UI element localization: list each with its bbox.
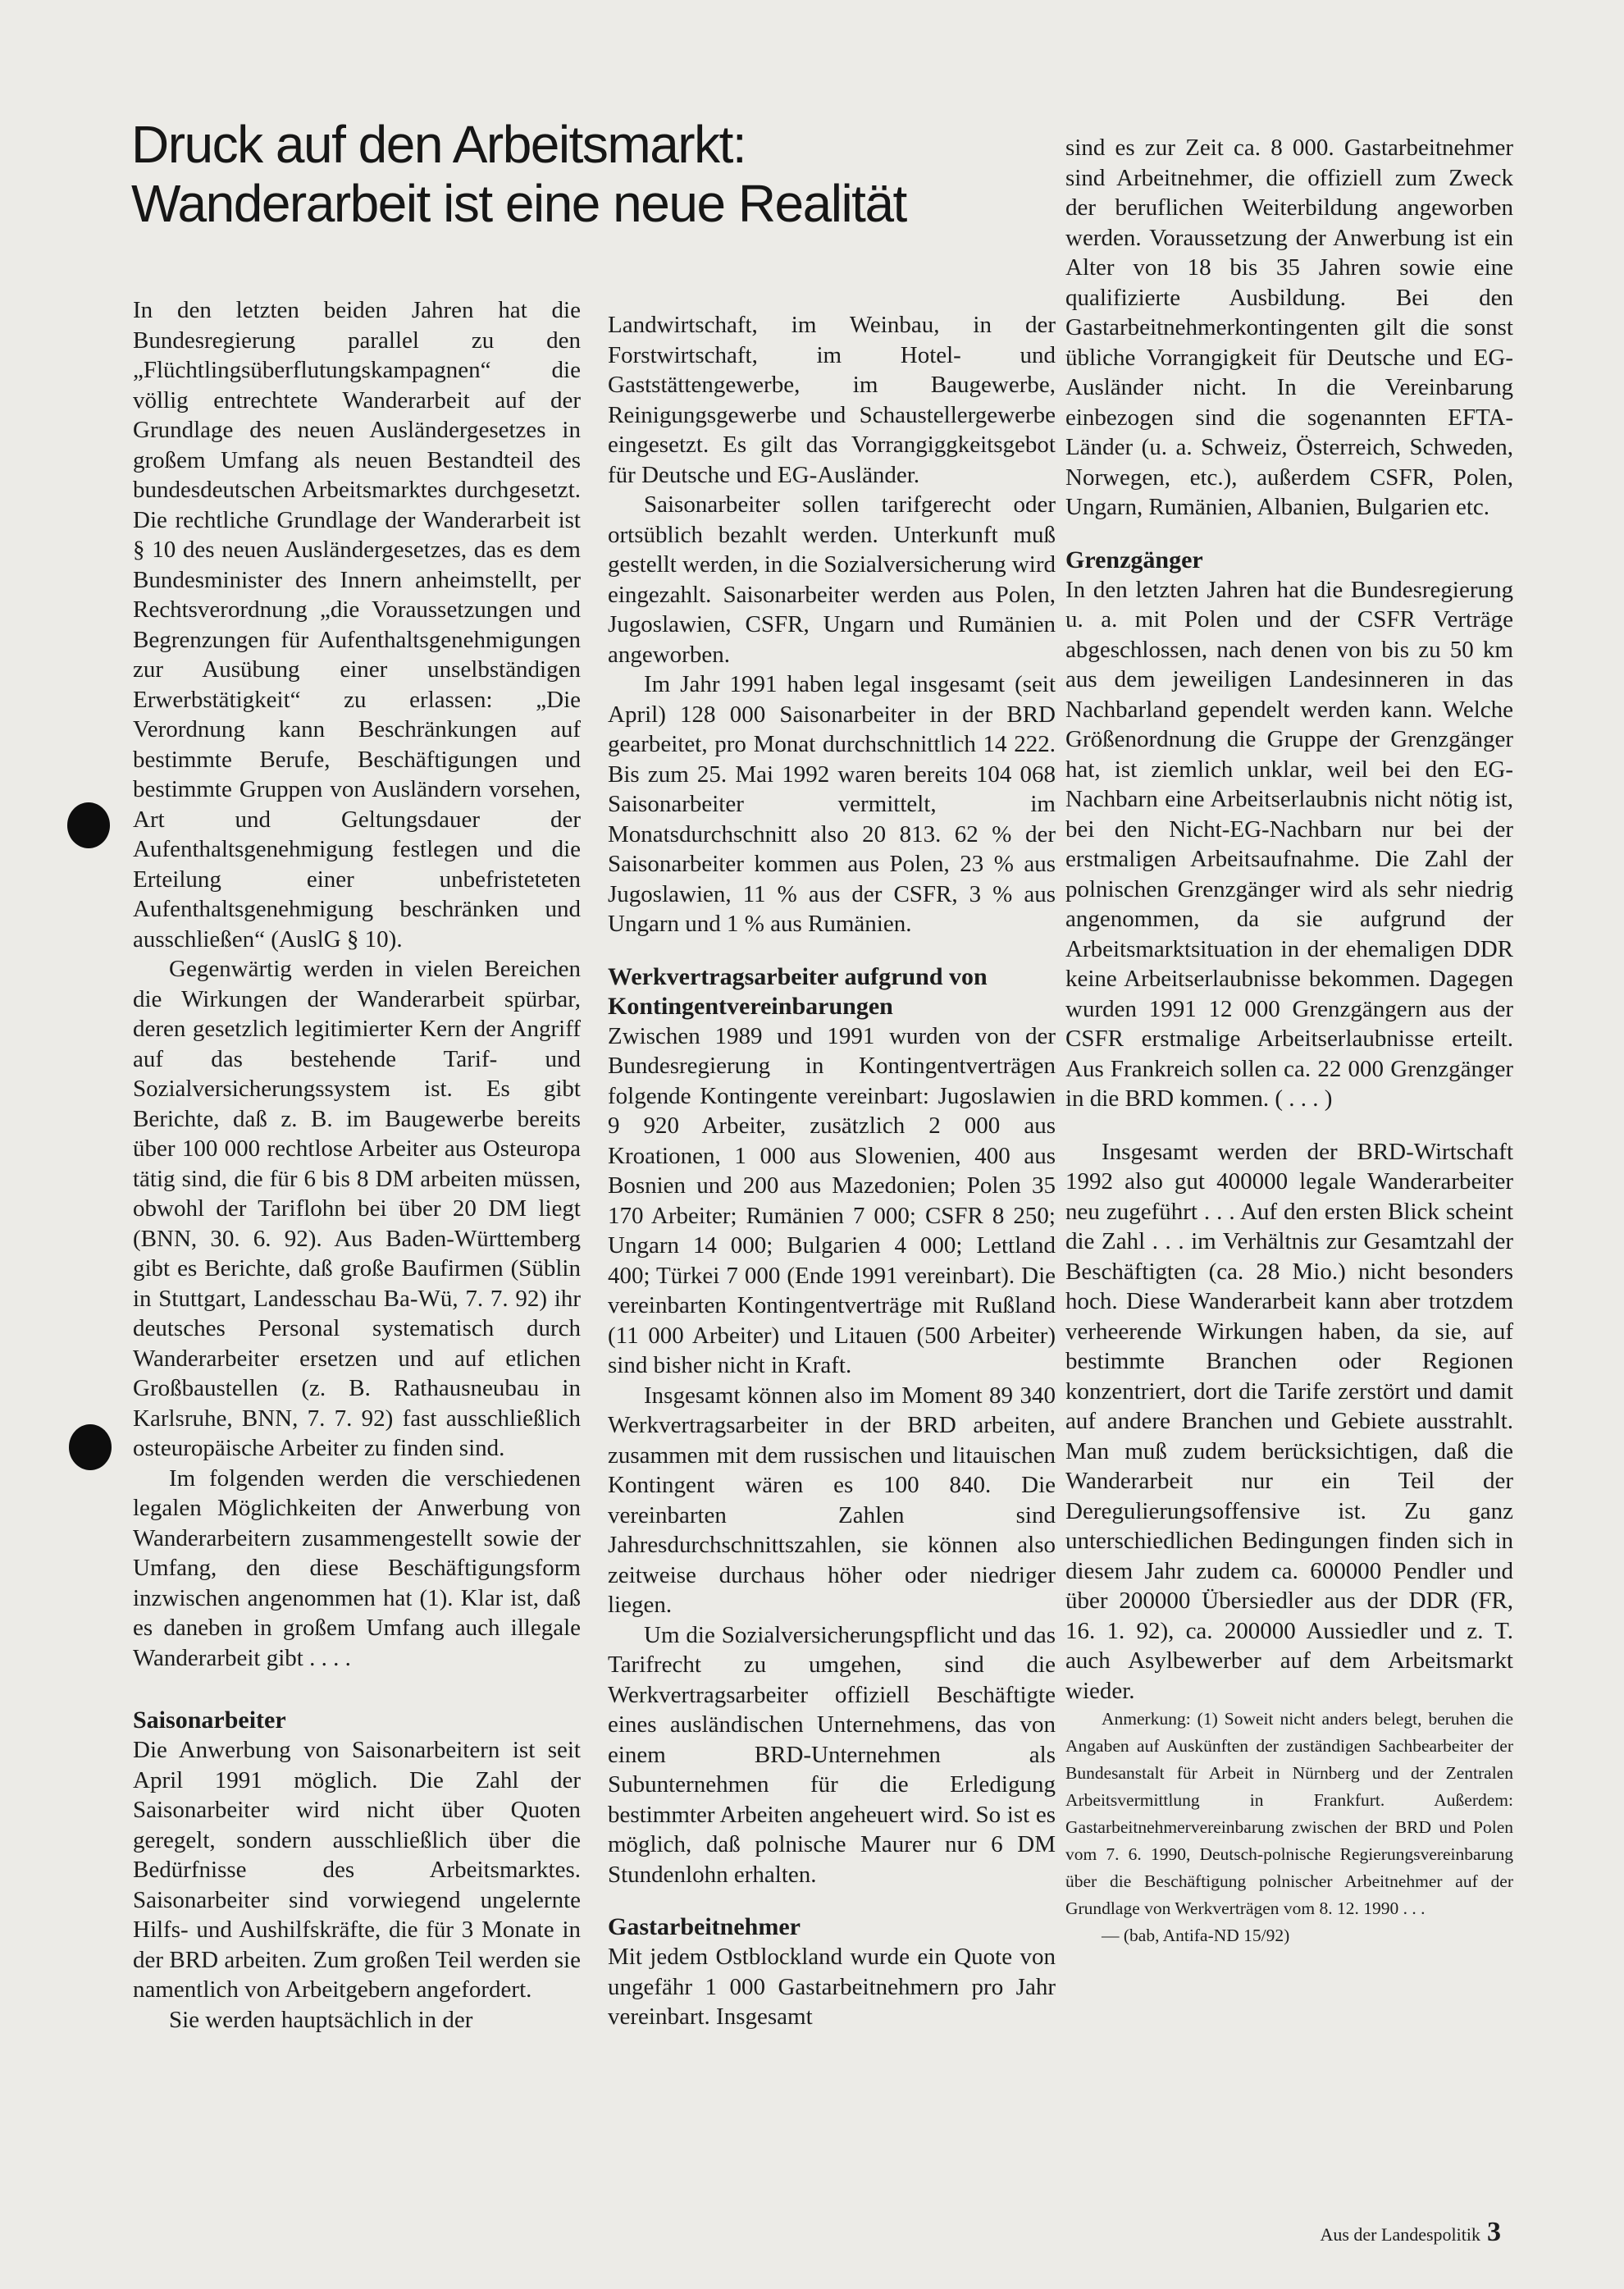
- paragraph: In den letzten beiden Jahren hat die Bundesregierung parallel zu den „Flüchtlingsüberflutungskampagnen“ die völlig entrechtete Wanderarbeit auf der Grundlage des neuen Ausländergesetzes in großem Umfang als neuen Bestandteil des bundesdeutschen Arbeitsmarktes durchgesetzt. Die rechtliche Grundlage der Wanderarbeit ist § 10 des neuen Ausländergesetzes, das es dem Bundesminister des Innern anheimstellt, per Rechtsverordnung „die Voraussetzungen und Begrenzungen für Aufenthaltsgenehmigungen zur Ausübung einer unselbständigen Erwerbstätigkeit“ zu erlassen: „Die Verordnung kann Beschränkungen auf bestimmte Berufe, Beschäftigungen und bestimmte Gruppen von Ausländern vorsehen, Art und Geltungsdauer der Aufenthaltsgenehmigung festlegen und die Erteilung einer unbefristeteten Aufenthaltsgenehmigung beschränken und ausschließen“ (AuslG § 10).: [133, 297, 581, 953]
- heading-grenzgaenger: Grenzgänger: [1065, 546, 1203, 573]
- paragraph: Insgesamt können also im Moment 89 340 Werkvertragsarbeiter in der BRD arbeiten, zusammen mit dem russischen und litauischen Kontingent wären es 100 840. Die vereinbarten Zahlen sind Jahresdurchschnittszahlen, sie können also zeitweise durchaus höher oder niedriger liegen.: [608, 1382, 1056, 1618]
- column-1: [133, 295, 581, 2035]
- footnote: Anmerkung: (1) Soweit nicht anders belegt, beruhen die Angaben auf Auskünften der zuständigen Sachbearbeiter der Bundesanstalt für Arbeit in Nürnberg und der Zentralen Arbeitsvermittlung in Frankfurt. Außerdem: Gastarbeitnehmervereinbarung zwischen der BRD und Polen vom 7. 6. 1990, Deutsch-polnische Regierungsvereinbarung über die Beschäftigung polnischer Arbeitnehmer auf der Grundlage von Werkverträgen vom 8. 12. 1990 . . .: [1065, 1709, 1513, 1918]
- paragraph: Um die Sozialversicherungspflicht und das Tarifrecht zu umgehen, sind die Werkvertragsarbeiter offiziell Beschäftigte eines ausländischen Unternehmens, das von einem BRD-Unternehmen als Subunternehmen für die Erledigung bestimmter Arbeiten angeheuert wird. So ist es möglich, daß polnische Maurer nur 6 DM Stundenlohn erhalten.: [608, 1621, 1056, 1888]
- paragraph: Im folgenden werden die verschiedenen legalen Möglichkeiten der Anwerbung von Wanderarbeitern zusammengestellt sowie der Umfang, den diese Beschäftigungsform inzwischen angenommen hat (1). Klar ist, daß es daneben in großem Umfang auch illegale Wanderarbeit gibt . . . .: [133, 1464, 581, 1671]
- paragraph: Mit jedem Ostblockland wurde ein Quote von ungefähr 1 000 Gastarbeitnehmern pro Jahr vereinbart. Insgesamt: [608, 1944, 1056, 2030]
- source-credit: — (bab, Antifa-ND 15/92): [1102, 1926, 1290, 1945]
- paragraph: Landwirtschaft, im Weinbau, in der Forstwirtschaft, im Hotel- und Gaststättengewerbe, im Baugewerbe, Reinigungsgewerbe und Schaustellergewerbe eingesetzt. Es gilt das Vorrangiggkeitsgebot für Deutsche und EG-Ausländer.: [608, 312, 1056, 488]
- page-number: 3: [1487, 2217, 1501, 2247]
- paragraph: sind es zur Zeit ca. 8 000. Gastarbeitnehmer sind Arbeitnehmer, die offiziell zum Zweck der beruflichen Weiterbildung angeworben werden. Voraussetzung der Anwerbung ist ein Alter von 18 bis 35 Jahren sowie eine qualifizierte Ausbildung. Bei den Gastarbeitnehmerkontingenten gilt die sonst übliche Vorrangigkeit für Deutsche und EG-Ausländer nicht. In die Vereinbarung einbezogen sind die sogenannten EFTA-Länder (u. a. Schweiz, Österreich, Schweden, Norwegen, etc.), außerdem CSFR, Polen, Ungarn, Rumänien, Albanien, Bulgarien etc.: [1065, 135, 1513, 520]
- section-label: Aus der Landespolitik: [1320, 2224, 1480, 2245]
- punch-hole-top: [67, 802, 110, 848]
- column-3: [1065, 133, 1513, 1949]
- punch-hole-bottom: [69, 1424, 112, 1470]
- article-title: [131, 115, 1017, 233]
- page-footer: [1320, 2217, 1501, 2248]
- paragraph: Zwischen 1989 und 1991 wurden von der Bundesregierung in Kontingentverträgen folgende Kontingente vereinbart: Jugoslawien 9 920 Arbeiter, zusätzlich 2 000 aus Kroationen, 1 000 aus Slowenien, 400 aus Bosnien und 200 aus Mazedonien; Polen 35 170 Arbeiter; Rumänien 7 000; CSFR 8 250; Ungarn 14 000; Bulgarien 4 000; Lettland 400; Türkei 7 000 (Ende 1991 vereinbart). Die vereinbarten Kontingentverträge mit Rußland (11 000 Arbeiter) und Litauen (500 Arbeiter) sind bisher nicht in Kraft.: [608, 1022, 1056, 1378]
- column-2: [608, 310, 1056, 2032]
- spacer: [1065, 1114, 1513, 1137]
- paragraph: Gegenwärtig werden in vielen Bereichen die Wirkungen der Wanderarbeit spürbar, deren gesetzlich legitimierter Kern der Angriff auf das bestehende Tarif- und Sozialversicherungssystem ist. Es gibt Berichte, daß z. B. im Baugewerbe bereits über 100 000 rechtlose Arbeiter aus Osteuropa tätig sind, die für 6 bis 8 DM arbeiten müssen, obwohl der Tariflohn bei über 20 DM liegt (BNN, 30. 6. 92). Aus Baden-Württemberg gibt es Berichte, daß große Baufirmen (Süblin in Stuttgart, Landesschau Ba-Wü, 7. 7. 92) ihr deutsches Personal systematisch durch Wanderarbeiter ersetzen und auf etlichen Großbaustellen (z. B. Rathausneubau in Karlsruhe, BNN, 7. 7. 92) fast ausschließlich osteuropäische Arbeiter zu finden sind.: [133, 956, 581, 1461]
- heading-saisonarbeiter: Saisonarbeiter: [133, 1706, 286, 1734]
- heading-werkvertragsarbeiter: Werkvertragsarbeiter aufgrund von Kontingentvereinbarungen: [608, 962, 988, 1020]
- heading-gastarbeitnehmer: Gastarbeitnehmer: [608, 1913, 801, 1940]
- title-line-1: Druck auf den Arbeitsmarkt:: [131, 115, 746, 174]
- paragraph: Im Jahr 1991 haben legal insgesamt (seit April) 128 000 Saisonarbeiter in der BRD gearbeitet, pro Monat durchschnittlich 14 222. Bis zum 25. Mai 1992 waren bereits 104 068 Saisonarbeiter vermittelt, im Monatsdurchschnitt also 20 813. 62 % der Saisonarbeiter kommen aus Polen, 23 % aus Jugoslawien, 11 % aus der CSFR, 3 % aus Ungarn und 1 % aus Rumänien.: [608, 671, 1056, 937]
- paragraph: Insgesamt werden der BRD-Wirtschaft 1992 also gut 400000 legale Wanderarbeiter neu zugeführt . . . Auf den ersten Blick scheint die Zahl . . . im Verhältnis zur Gesamtzahl der Beschäftigten (ca. 28 Mio.) nicht besonders hoch. Diese Wanderarbeit kann aber trotzdem verheerende Wirkungen haben, da sie, auf bestimmte Branchen oder Regionen konzentriert, dort die Tarife zerstört und damit auf andere Branchen und Gebiete ausstrahlt. Man muß zudem berücksichtigen, daß die Wanderarbeit nur ein Teil der Deregulierungsoffensive ist. Zu ganz unterschiedlichen Bedingungen finden sich in diesem Jahr zudem ca. 600000 Pendler und über 200000 Übersiedler aus der DDR (FR, 16. 1. 92), ca. 200000 Aussiedler und z. T. auch Asylbewerber auf dem Arbeitsmarkt wieder.: [1065, 1138, 1513, 1704]
- paragraph: Sie werden hauptsächlich in der: [169, 2006, 473, 2033]
- paragraph: In den letzten Jahren hat die Bundesregierung u. a. mit Polen und der CSFR Verträge abgeschlossen, nach denen von bis zu 50 km aus dem jeweiligen Landesinneren in das Nachbarland gependelt werden kann. Welche Größenordnung die Gruppe der Grenzgänger hat, ist ziemlich unklar, weil bei den EG-Nachbarn eine Arbeitserlaubnis nicht nötig ist, bei den Nicht-EG-Nachbarn nur bei der erstmaligen Arbeitsaufnahme. Die Zahl der polnischen Grenzgänger wird als sehr niedrig angenommen, da sie aufgrund der Arbeitsmarktsituation in der ehemaligen DDR keine Arbeitserlaubnisse bekommen. Dagegen wurden 1991 12 000 Grenzgängern aus der CSFR erstmalige Arbeitserlaubnisse erteilt. Aus Frankreich sollen ca. 22 000 Grenzgänger in die BRD kommen. ( . . . ): [1065, 576, 1513, 1112]
- paragraph: Die Anwerbung von Saisonarbeitern ist seit April 1991 möglich. Die Zahl der Saisonarbeiter wird nicht über Quoten geregelt, sondern ausschließlich über die Bedürfnisse des Arbeitsmarktes. Saisonarbeiter sind vorwiegend ungelernte Hilfs- und Aushilfskräfte, die für 3 Monate in der BRD arbeiten. Zum großen Teil werden sie namentlich von Arbeitgebern angefordert.: [133, 1737, 581, 2003]
- title-line-2: Wanderarbeit ist eine neue Realität: [131, 174, 906, 233]
- paragraph: Saisonarbeiter sollen tarifgerecht oder ortsüblich bezahlt werden. Unterkunft muß gestellt werden, in die Sozialversicherung wird eingezahlt. Saisonarbeiter werden aus Polen, Jugoslawien, CSFR, Ungarn und Rumänien angeworben.: [608, 491, 1056, 668]
